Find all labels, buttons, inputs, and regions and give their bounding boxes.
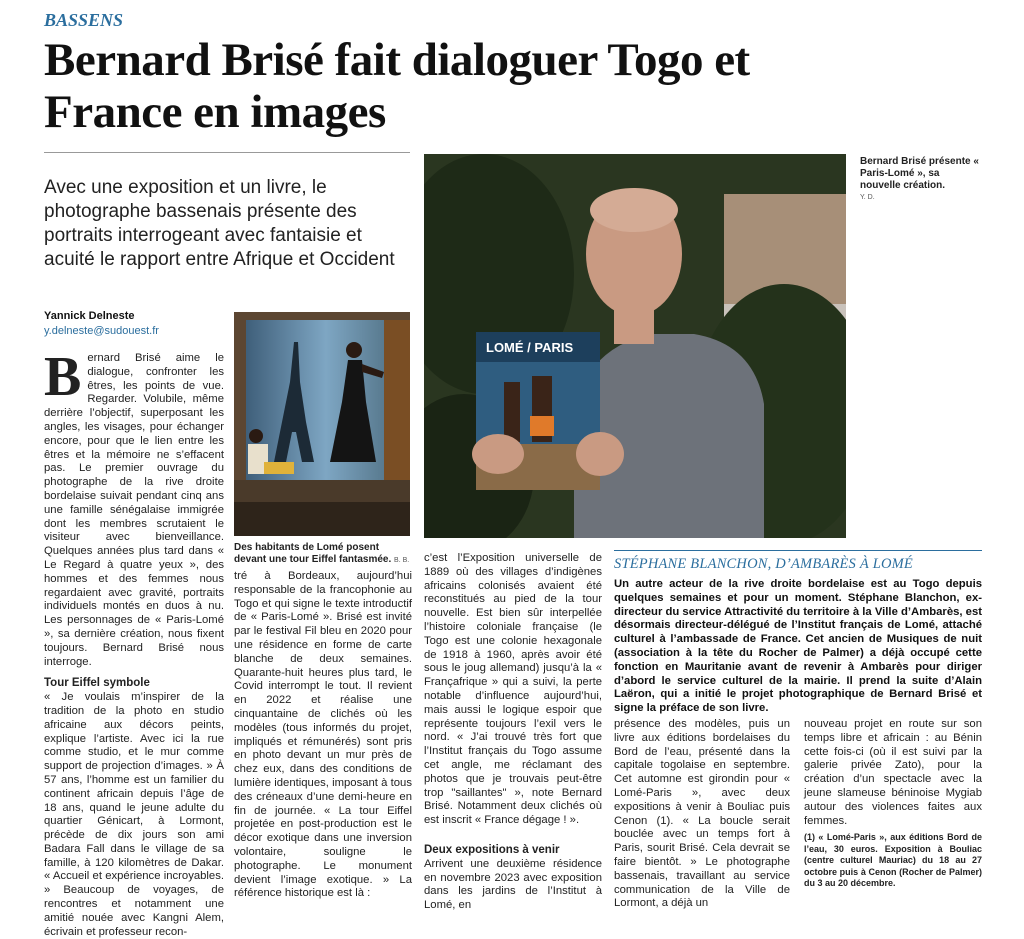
big-photo-caption [860, 156, 980, 204]
column-2: tré à Bordeaux, aujourd’hui responsable de la francophonie au Togo et qui signe le texte introductif de « Paris-Lomé ». Brisé est invité par le festival Fil bleu en 2020 pour une résidence en forme de carte blanche de deux semaines. Quarante-huit heures plus tard, le Covid interrompt le tout. Il revient en 2022 et réalise une cinquantaine de clichés où les modèles (tous informés du projet, impliqués et rémunérés) sont pris en photo devant un mur près de chez eux, dans des conditions de lumière identiques, imposant à tous des créneaux d’une demi-heure en fin de journée. « La tour Eiffel projetée en post-production est le décor exotique dans une inversion volontaire, souligne le photographe. Le monument devient l’image exotique. » La référence historique est là : [234, 570, 412, 900]
col1-body: « Je voulais m’inspirer de la tradition de la photo en studio africaine aux décors peints, explique l’artiste. Avec ici la rue comme studio, et le mur comme support de projection d’images. » À 57 ans, l’homme est un familier du continent africain depuis l’âge de 18 ans, quand le jeune adulte du quartier Génicart, à Lormont, précède de dix jours son ami Badara Fall dans le village de sa famille, à 120 kilomètres de Dakar. « Accueil et expérience incroyables. » Beaucoup de voyages, de rencontres et notamment une amitié nouée avec Kangni Alem, écrivain et professeur recon- [44, 691, 224, 938]
box-heading: STÉPHANE BLANCHON, D’AMBARÈS À LOMÉ [614, 556, 913, 572]
section-kicker: BASSENS [44, 10, 124, 30]
headline-rule [44, 152, 410, 153]
column-5 [804, 718, 982, 890]
book-title: LOMÉ / PARIS [486, 340, 574, 355]
drop-cap: B [44, 346, 82, 408]
small-photo-credit: B. B. [394, 557, 410, 564]
subhead-tour-eiffel: Tour Eiffel symbole [44, 677, 150, 690]
small-photo-caption-text: Des habitants de Lomé posent devant une tour Eiffel fantasmée. [234, 542, 392, 565]
subhead-deux-expositions: Deux expositions à venir [424, 843, 560, 856]
column-3 [424, 552, 602, 913]
box-rule [614, 550, 982, 551]
intro-text: ernard Brisé aime le dialogue, confronter les êtres, les points de vue. Regarder. Volubile, même derrière l’objectif, superposant les angles, les visages, pour échanger encore, pour que le lien entre les êtres et la mémoire ne s’effacent pas. Le premier ouvrage du photographe de la rive droite bordelaise suivait pendant cinq ans une famille sénégalaise immigrée dont les membres scrutaient le visiteur avec bienveillance. Quelques années plus tard dans « Le Regard à quatre yeux », des hommes et des femmes nous regardaient avec gravité, portraits individuels montés en duos à nu. Les personnages de « Paris-Lomé », sa dernière création, nous fixent toujours. Bernard Brisé nous interroge. [44, 352, 224, 668]
author-name: Yannick Delneste [44, 310, 135, 322]
col3-body: c’est l’Exposition universelle de 1889 où des villages d’indigènes africains colonisés avaient été reconstitués au pied de la tour nouvelle. Est bien sûr interpellée l’histoire coloniale française (le Togo est une colonie hexagonale de 1918 à 1960, après avoir été sous le joug allemand) jusqu’à la « Françafrique » qui a suivi, la perte notable d’influence aujourd’hui, mais aussi le logique espoir que représente toujours l’exil vers le nord. « J’ai trouvé très fort que l’Institut français du Togo assume cet angle, me réclamant des photos que je trouvais peut-être trop "saillantes" », note Bernard Brisé. Notamment deux clichés où est inscrit « France dégage ! ». [424, 552, 602, 827]
col3-body2: Arrivent une deuxième résidence en novembre 2023 avec exposition dans les jardins de l’Institut à Lomé, en [424, 857, 602, 912]
intro-paragraph [44, 346, 224, 669]
column-1 [44, 346, 224, 939]
author-email[interactable]: y.delneste@sudouest.fr [44, 325, 159, 337]
photo-bernard-brise [424, 154, 846, 538]
photo-lome-residents [234, 312, 410, 536]
big-photo-credit: Y. D. [860, 194, 875, 201]
big-photo-caption-text: Bernard Brisé présente « Paris-Lomé », sa nouvelle création. [860, 156, 979, 191]
headline: Bernard Brisé fait dialoguer Togo et France en images [44, 34, 750, 138]
col5-note: (1) « Lomé-Paris », aux éditions Bord de l’eau, 30 euros. Exposition à Bouliac (centre culturel Mauriac) du 18 au 27 octobre puis à Cenon (Rocher de Palmer) du 3 au 20 décembre. [804, 832, 982, 889]
standfirst: Avec une exposition et un livre, le photographe bassenais présente des portraits interrogeant avec fantaisie et acuité le rapport entre Afrique et Occident [44, 177, 395, 270]
column-4: présence des modèles, puis un livre aux éditions bordelaises du Bord de l’eau, présenté dans la capitale togolaise en septembre. Cet automne est girondin pour « Lomé-Paris », avec deux expositions à venir à Bouliac puis Cenon (1). « La boucle serait bouclée avec un temps fort à Paris, sourit Brisé. Cela devrait se faire bientôt. » Le photographe bassenais, travaillant au service communication de la Ville de Lormont, a déjà un [614, 718, 790, 910]
col5-body: nouveau projet en route sur son temps libre et africain : au Bénin cette fois-ci (où il est suivi par la galerie privée Zato), pour la création d’un spectacle avec la jeune slameuse béninoise Mygiab autour des violences faites aux femmes. [804, 718, 982, 827]
small-photo-caption [234, 542, 414, 567]
box-lead: Un autre acteur de la rive droite bordelaise est au Togo depuis quelques semaines et pour un moment. Stéphane Blanchon, ex-directeur du service Attractivité du territoire à la Ville d’Ambarès, est désormais directeur-délégué de l’Institut français de Lomé, attaché culturel à l’ambassade de France. Cet ancien de Musiques de nuit (association à la tête du Rocher de Palmer) a déjà occupé cette fonction en Mauritanie avant de revenir à Ambarès pour diriger d’abord le service culturel de la mairie. Il prend la suite d’Alain Laëron, qui a initié le projet photographique de Bernard Brisé et signe la préface de son livre. [614, 578, 982, 715]
